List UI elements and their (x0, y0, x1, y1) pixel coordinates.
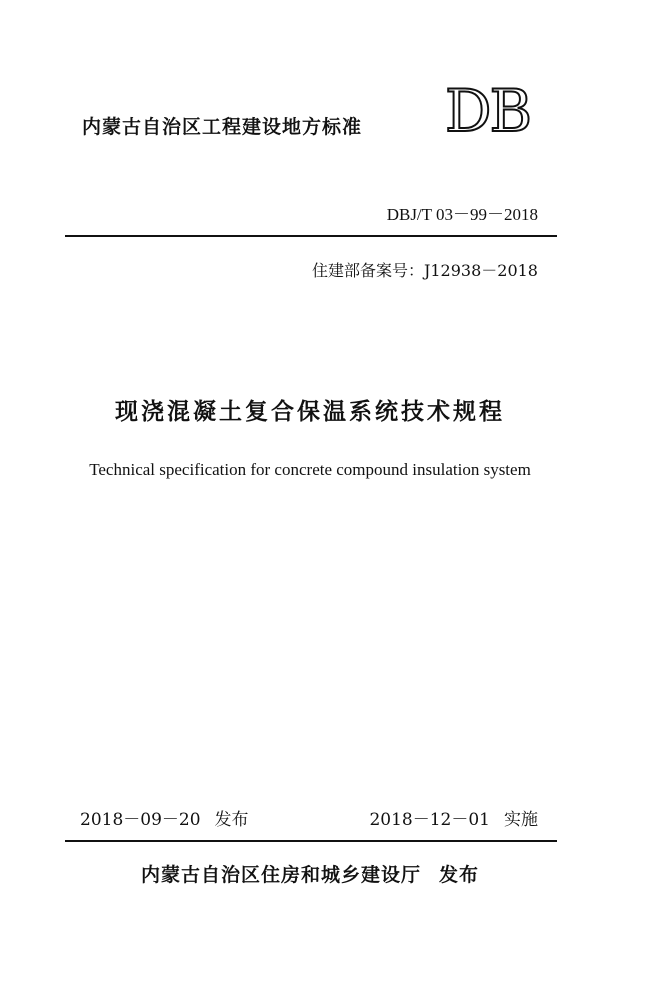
title-chinese: 现浇混凝土复合保温系统技术规程 (115, 399, 505, 425)
header-organization: 内蒙古自治区工程建设地方标准 (82, 116, 363, 138)
publisher-name: 内蒙古自治区住房和城乡建设厅 (140, 864, 421, 886)
filing-number: 住建部备案号：J12938－2018 (311, 261, 538, 280)
implement-date-line (369, 805, 538, 830)
standard-number: DBJ/T 03－99－2018 (386, 205, 538, 224)
title-english: Technical specification for concrete compound insulation system (89, 460, 531, 479)
issue-date: 2018－09－20 (80, 810, 201, 830)
bottom-divider (65, 840, 557, 842)
issue-label: 发布 (214, 810, 249, 830)
issue-date-line (80, 805, 249, 830)
db-standard-mark: DB (445, 77, 531, 145)
publish-label: 发布 (439, 864, 480, 886)
top-divider (65, 235, 557, 237)
publisher-line (0, 860, 620, 887)
implement-date: 2018－12－01 (369, 810, 490, 830)
implement-label: 实施 (504, 810, 538, 830)
